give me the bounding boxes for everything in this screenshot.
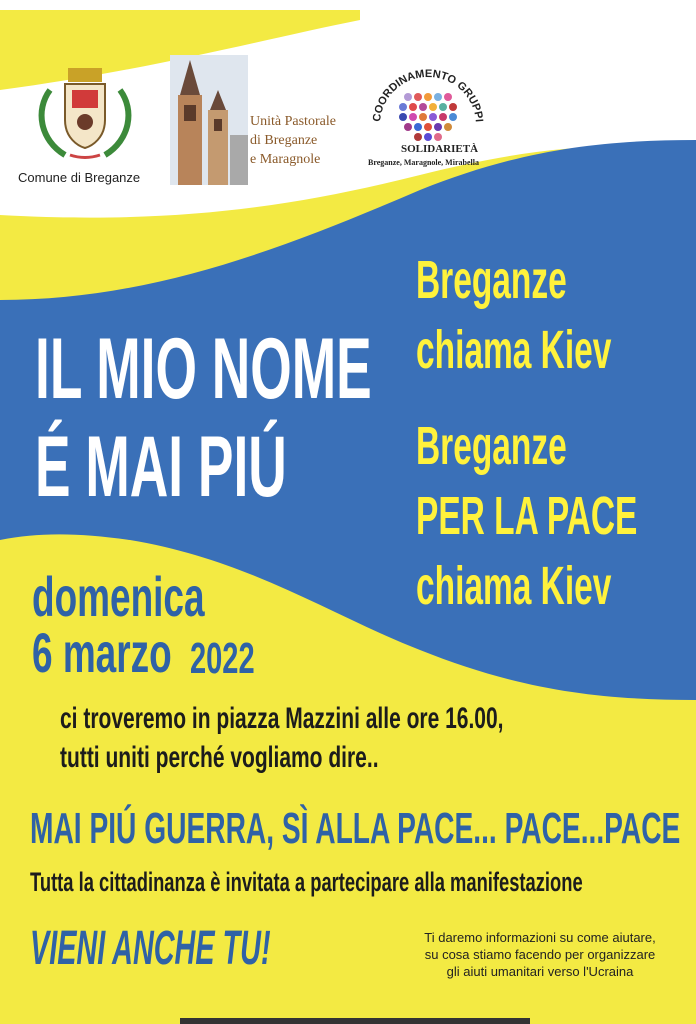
info-block: [390, 929, 690, 980]
headline-line2: É MAI PIÚ: [35, 419, 287, 515]
bell-tower-icon: [170, 55, 248, 185]
info-line2: su cosa stiamo facendo per organizzare: [424, 947, 656, 962]
parish-caption: Unità Pastorale di Breganze e Maragnole: [250, 114, 336, 167]
slogan: MAI PIÚ GUERRA, SÌ ALLA PACE... PACE...PACE: [30, 804, 681, 853]
info-line1: Ti daremo informazioni su come aiutare,: [424, 930, 656, 945]
date-year: 2022: [190, 634, 255, 683]
right-line5: chiama Kiev: [416, 556, 612, 616]
coord-arc-text: COORDINAMENTO GRUPPI: [371, 67, 485, 123]
parish-logo: [170, 55, 248, 185]
info-line3: gli aiuti umanitari verso l'Ucraina: [446, 964, 634, 979]
right-line4: PER LA PACE: [416, 486, 638, 546]
date-date: 6 marzo: [32, 621, 172, 684]
coat-of-arms-icon: [30, 60, 140, 165]
right-line3: Breganze: [416, 416, 567, 476]
comune-caption: Comune di Breganze: [18, 170, 141, 185]
right-line1: Breganze: [416, 250, 567, 310]
right-line2: chiama Kiev: [416, 320, 612, 380]
headline-line1: IL MIO NOME: [35, 321, 372, 417]
body-line2: tutti uniti perché vogliamo dire..: [60, 741, 379, 774]
coord-places: Breganze, Maragnole, Mirabella: [368, 158, 479, 167]
date-day: domenica: [32, 565, 205, 628]
coord-sub: SOLIDARIETÀ: [401, 143, 479, 155]
cta-text: VIENI ANCHE TU!: [30, 922, 271, 975]
body-line1: ci troveremo in piazza Mazzini alle ore 16.00,: [60, 702, 504, 735]
comune-logo: [30, 60, 140, 165]
invite-text: Tutta la cittadinanza è invitata a partecipare alla manifestazione: [30, 867, 583, 897]
